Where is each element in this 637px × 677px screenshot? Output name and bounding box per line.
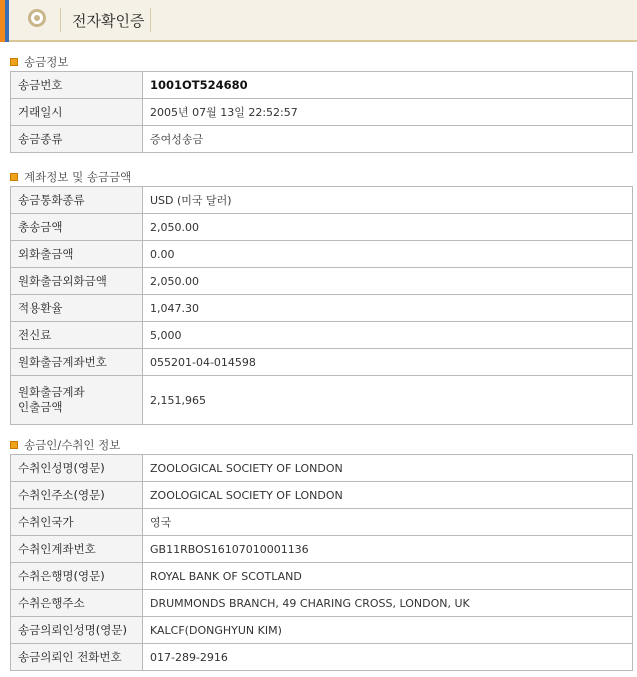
row-label: 원화출금계좌 인출금액: [11, 376, 143, 425]
header-divider: [150, 8, 151, 32]
row-label: 송금통화종류: [11, 187, 143, 214]
section-account-amount: [10, 168, 632, 425]
row-value: 055201-04-014598: [143, 349, 633, 376]
row-label: 수취인계좌번호: [11, 536, 143, 563]
row-label: 적용환율: [11, 295, 143, 322]
info-table: [10, 186, 633, 425]
row-value: 2,050.00: [143, 214, 633, 241]
table-row: [11, 241, 633, 268]
table-row: [11, 295, 633, 322]
table-row: [11, 99, 633, 126]
row-value: 2,151,965: [143, 376, 633, 425]
row-label: 원화출금계좌번호: [11, 349, 143, 376]
header-accent-bar-blue: [5, 0, 9, 42]
info-table: [10, 71, 633, 153]
row-label: 거래일시: [11, 99, 143, 126]
row-value: GB11RBOS16107010001136: [143, 536, 633, 563]
row-value: 2,050.00: [143, 268, 633, 295]
row-label: 수취은행주소: [11, 590, 143, 617]
section-title: [10, 53, 632, 71]
row-value: KALCF(DONGHYUN KIM): [143, 617, 633, 644]
row-label: 외화출금액: [11, 241, 143, 268]
row-value: 증여성송금: [143, 126, 633, 153]
row-value: 5,000: [143, 322, 633, 349]
section-title-text: 송금인/수취인 정보: [24, 438, 121, 452]
table-row: [11, 214, 633, 241]
table-row: [11, 482, 633, 509]
table-row: [11, 644, 633, 671]
row-label: 수취인주소(영문): [11, 482, 143, 509]
row-label: 총송금액: [11, 214, 143, 241]
table-row: [11, 590, 633, 617]
row-label: 송금의뢰인성명(영문): [11, 617, 143, 644]
table-row: [11, 349, 633, 376]
section-title-text: 송금정보: [24, 55, 69, 69]
row-label: 송금의뢰인 전화번호: [11, 644, 143, 671]
page-header: [0, 0, 637, 42]
row-label: 송금종류: [11, 126, 143, 153]
row-value: 영국: [143, 509, 633, 536]
table-row: [11, 455, 633, 482]
table-row: [11, 509, 633, 536]
table-row: [11, 126, 633, 153]
table-row: [11, 563, 633, 590]
row-label: 수취은행명(영문): [11, 563, 143, 590]
row-value: ZOOLOGICAL SOCIETY OF LONDON: [143, 455, 633, 482]
bullet-icon: [10, 173, 18, 181]
row-value: 2005년 07월 13일 22:52:57: [143, 99, 633, 126]
row-label: 원화출금외화금액: [11, 268, 143, 295]
page-title: 전자확인증: [72, 12, 145, 30]
table-row: [11, 268, 633, 295]
section-remittance-info: [10, 53, 632, 153]
section-title-text: 계좌정보 및 송금금액: [24, 170, 132, 184]
circle-icon: [28, 9, 46, 27]
row-value: DRUMMONDS BRANCH, 49 CHARING CROSS, LONDON, UK: [143, 590, 633, 617]
bullet-icon: [10, 58, 18, 66]
table-row: [11, 72, 633, 99]
row-value: 0.00: [143, 241, 633, 268]
row-value: 017-289-2916: [143, 644, 633, 671]
header-icon-box: [17, 4, 59, 36]
row-label: 송금번호: [11, 72, 143, 99]
row-value: 1,047.30: [143, 295, 633, 322]
row-label: 전신료: [11, 322, 143, 349]
header-divider: [60, 8, 61, 32]
table-row: [11, 617, 633, 644]
table-row: [11, 376, 633, 425]
row-value: ROYAL BANK OF SCOTLAND: [143, 563, 633, 590]
bullet-icon: [10, 441, 18, 449]
row-label: 수취인성명(영문): [11, 455, 143, 482]
info-table: [10, 454, 633, 671]
row-value: ZOOLOGICAL SOCIETY OF LONDON: [143, 482, 633, 509]
section-title: [10, 168, 632, 186]
table-row: [11, 187, 633, 214]
section-title: [10, 436, 632, 454]
row-label: 수취인국가: [11, 509, 143, 536]
table-row: [11, 536, 633, 563]
table-row: [11, 322, 633, 349]
row-value: 1001OT524680: [143, 72, 633, 99]
row-value: USD (미국 달러): [143, 187, 633, 214]
section-sender-recipient: [10, 436, 632, 671]
